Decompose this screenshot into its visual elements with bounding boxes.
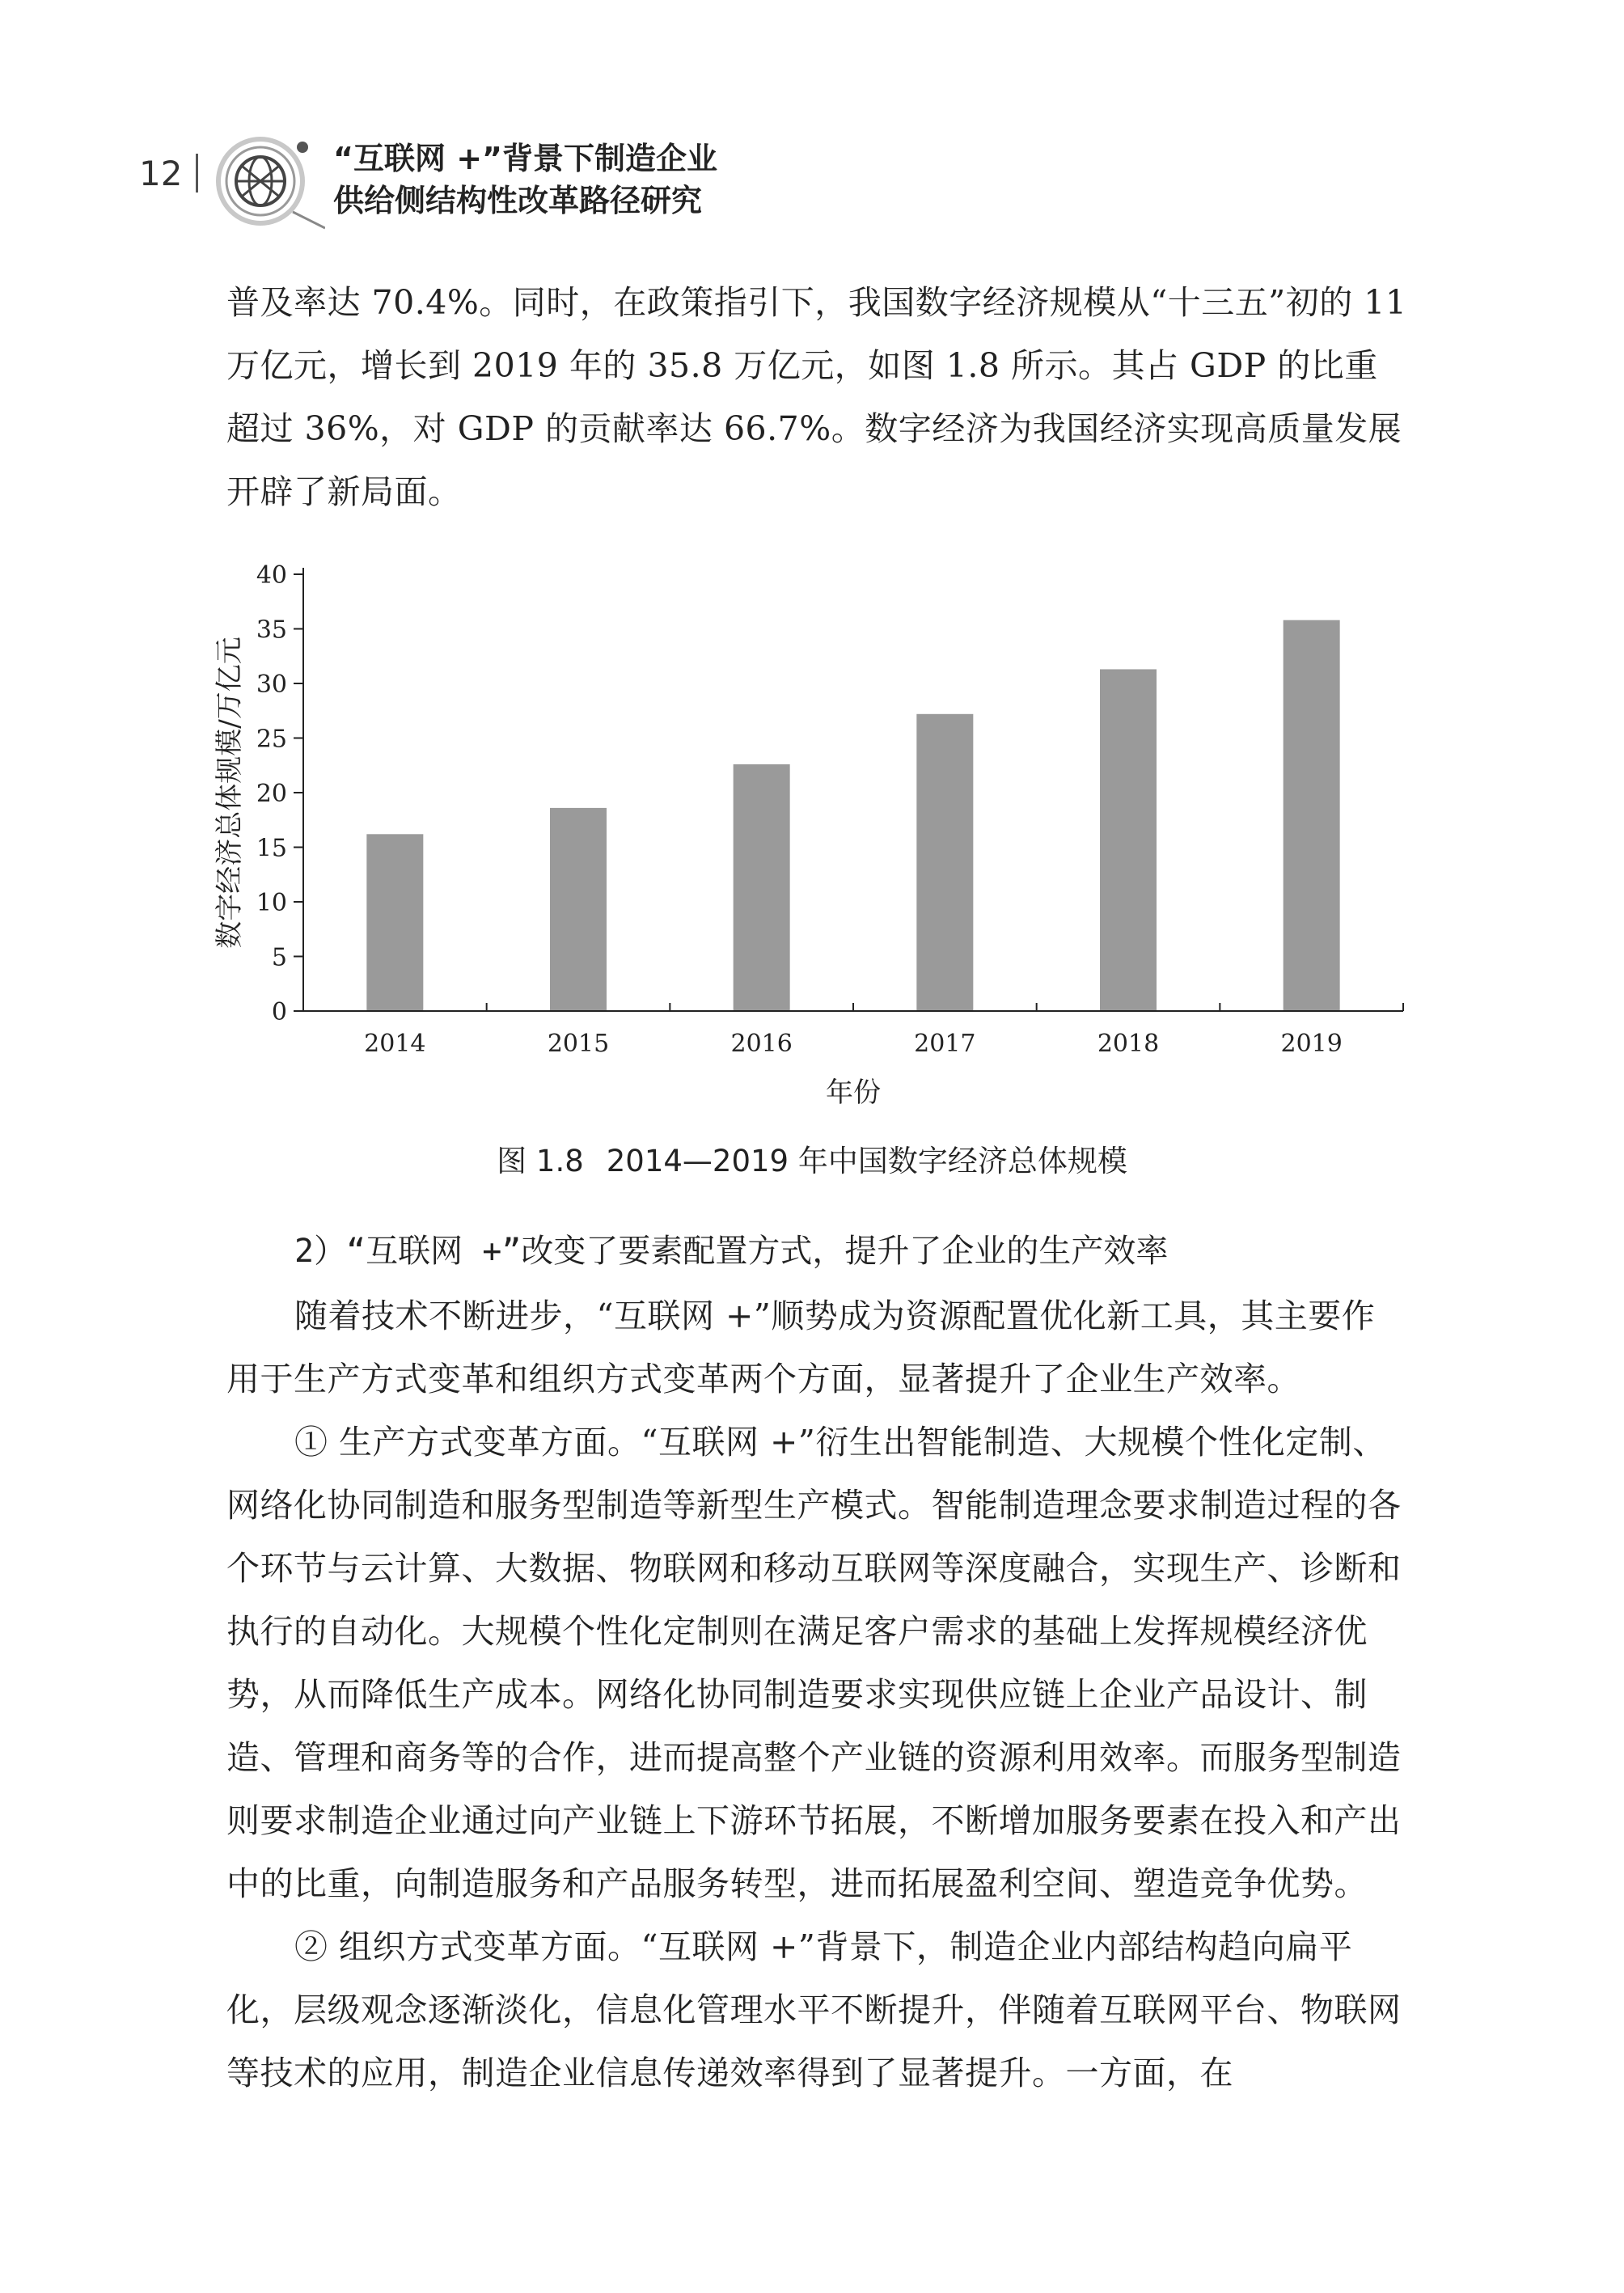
figure-caption xyxy=(0,1136,1624,1180)
intro-paragraph: 普及率达 70.4%。同时，在政策指引下，我国数字经济规模从“十三五”初的 11 万亿元，增长到 2019 年的 35.8 万亿元，如图 1.8 所示。其占 GDP 的比重超过 36%，对 GDP 的贡献率达 66.7%。数字经济为我国经济实现高质量发展开辟了新局面。 xyxy=(226,283,1407,511)
paragraph-1: 随着技术不断进步，“互联网 +”顺势成为资源配置优化新工具，其主要作用于生产方式变革和组织方式变革两个方面，显著提升了企业生产效率。 xyxy=(226,1297,1376,1398)
figure-title: 2014—2019 年中国数字经济总体规模 xyxy=(606,1144,1127,1178)
globe-logo-icon xyxy=(212,131,325,230)
intro-paragraph-block xyxy=(226,271,1407,523)
bar-2019 xyxy=(1284,620,1340,1011)
y-tick-label: 25 xyxy=(256,725,287,754)
paragraph-2: ① 生产方式变革方面。“互联网 +”衍生出智能制造、大规模个性化定制、网络化协同制造和服务型制造等新型生产模式。智能制造理念要求制造过程的各个环节与云计算、大数据、物联网和移动互联网等深度融合，实现生产、诊断和执行的自动化。大规模个性化定制则在满足客户需求的基础上发挥规模经济优势，从而降低生产成本。网络化协同制造要求实现供应链上企业产品设计、制造、管理和商务等的合作，进而提高整个产业链的资源利用效率。而服务型制造则要求制造企业通过向产业链上下游环节拓展，不断增加服务要素在投入和产出中的比重，向制造服务和产品服务转型，进而拓展盈利空间、塑造竞争优势。 xyxy=(226,1423,1402,1903)
x-tick-label: 2018 xyxy=(1097,1030,1160,1058)
y-tick-label: 15 xyxy=(256,834,287,863)
y-axis-ticks xyxy=(256,561,303,1026)
paragraph-3: ② 组织方式变革方面。“互联网 +”背景下，制造企业内部结构趋向扁平化，层级观念逐渐淡化，信息化管理水平不断提升，伴随着互联网平台、物联网等技术的应用，制造企业信息传递效率得到了显著提升。一方面，在 xyxy=(226,1927,1402,2092)
x-tick-label: 2017 xyxy=(914,1030,976,1058)
book-title-line2: 供给侧结构性改革路径研究 xyxy=(333,183,703,218)
y-tick-label: 5 xyxy=(271,943,287,972)
section-heading: 2）“互联网 +”改变了要素配置方式，提升了企业的生产效率 xyxy=(294,1233,1169,1270)
x-tick-label: 2019 xyxy=(1280,1030,1343,1058)
y-tick-label: 0 xyxy=(271,998,287,1026)
bar-2014 xyxy=(366,834,423,1011)
running-header xyxy=(0,121,1624,235)
bar-2018 xyxy=(1100,669,1157,1011)
figure-1-8-chart xyxy=(202,550,1448,1181)
y-tick-label: 20 xyxy=(256,780,287,808)
page-number: 12 xyxy=(139,154,183,193)
y-tick-label: 30 xyxy=(256,671,287,699)
x-tick-label: 2015 xyxy=(547,1030,610,1058)
figure-number: 图 1.8 xyxy=(497,1144,584,1178)
header-divider xyxy=(196,154,198,192)
bar-2016 xyxy=(734,764,790,1011)
bar-2015 xyxy=(550,808,607,1011)
x-tick-label: 2016 xyxy=(730,1030,793,1058)
y-tick-label: 35 xyxy=(256,616,287,645)
bar-2017 xyxy=(916,714,973,1011)
bar-chart xyxy=(202,550,1448,1181)
y-axis-label: 数字经济总体规模/万亿元 xyxy=(214,637,246,949)
x-axis-label: 年份 xyxy=(826,1077,881,1109)
book-title xyxy=(333,137,717,222)
bars xyxy=(366,620,1339,1011)
y-tick-label: 10 xyxy=(256,889,287,917)
y-tick-label: 40 xyxy=(256,561,287,590)
body-paragraphs xyxy=(226,1284,1407,2105)
x-tick-label: 2014 xyxy=(364,1030,426,1058)
book-title-line1: “互联网 +”背景下制造企业 xyxy=(333,141,718,176)
